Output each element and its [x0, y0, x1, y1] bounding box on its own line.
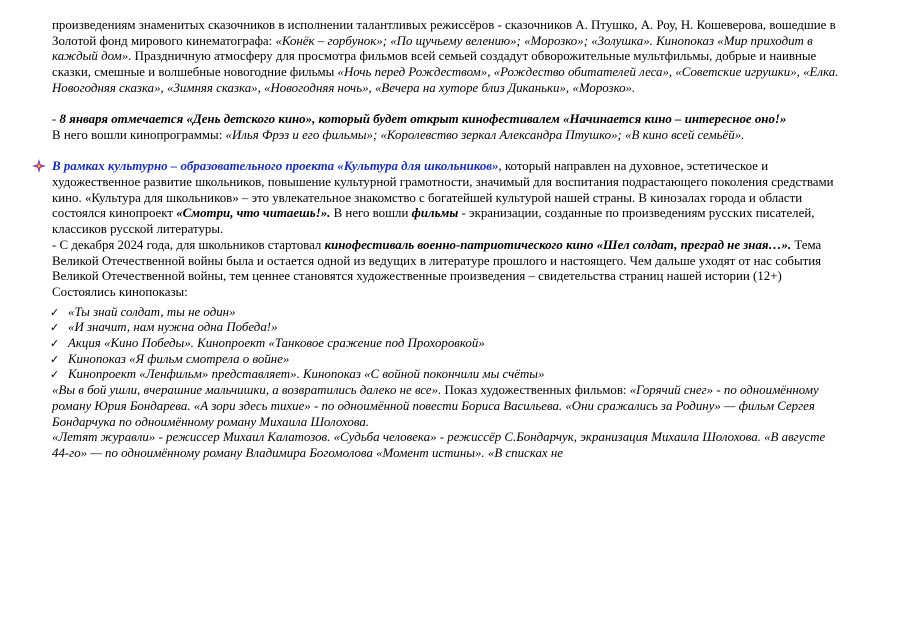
show-label: «Ты знай солдат, ты не один» — [68, 304, 236, 319]
show-label: «И значит, нам нужна одна Победа!» — [68, 320, 278, 335]
kids-day-programs-label: В него вошли кинопрограммы: — [52, 127, 226, 142]
culture-text-2: В него вошли — [330, 206, 412, 221]
intro-films-2: «Ночь перед Рождеством», «Рождество обитателей леса», «Советские игрушки», «Елка. Новогодняя сказка», «Зимняя сказка», «Новогодняя ночь», «Вечера на хуторе близ Диканьки», «Морозко». — [52, 65, 839, 95]
checkmark-icon: ✓ — [50, 337, 60, 351]
festival-text-2: Тема Великой Отечественной войны была и остается одной из ведущих в литературе прошлого и настоящего. Чем дальше уходят от нас события Великой Отечественной войны, тем ценнее становятся художественные произведения – свидетельства страниц нашей истории (12+) — [52, 237, 822, 284]
checkmark-icon: ✓ — [50, 305, 60, 319]
closing-paragraph-2 — [52, 430, 842, 461]
shows-list — [52, 305, 842, 384]
intro-text-2: Праздничную атмосферу для просмотра фильмов всей семьей создадут обворожительные мультфильмы, добрые и наивные сказки, смешные и волшебные новогодние фильмы — [52, 49, 817, 80]
list-item — [52, 352, 842, 368]
kids-day-heading — [52, 112, 842, 128]
closing-film-2: «А зори здесь тихие» - по одноимённой повести Бориса Васильева. «Они сражались за Родину» — фильм Сергея Бондарчука по одноимённому роману Михаила Шолохова. — [52, 398, 815, 429]
culture-cine-project: «Смотри, что читаешь!». — [176, 206, 331, 221]
culture-films-word: фильмы — [411, 206, 459, 221]
intro-paragraph — [52, 18, 842, 97]
festival-text-1: - С декабря 2024 года, для школьников стартовал — [52, 237, 325, 252]
spacer — [52, 144, 842, 160]
star-bullet-icon — [32, 159, 46, 173]
closing-film-3: «Летят журавли» - режиссер Михаил Калатозов. «Судьба человека» - режиссёр С.Бондарчук, экранизация Михаила Шолохова. «В августе 44-го» — по одноимённому роману Владимира Богомолова «Момент истины». «В списках не — [52, 430, 826, 460]
kids-day-dash: - — [52, 112, 60, 127]
document-page — [52, 18, 842, 462]
list-item — [52, 305, 842, 321]
intro-films-1: «Конёк – горбунок»; «По щучьему велению»; «Морозко»; «Золушка». Кинопоказ «Мир приходит в каждый дом». — [52, 33, 813, 64]
checkmark-icon: ✓ — [50, 368, 60, 382]
culture-project-title: В рамках культурно – образовательного проекта «Культура для школьников» — [52, 159, 499, 174]
list-item — [52, 336, 842, 352]
festival-paragraph — [52, 238, 842, 285]
kids-day-title: 8 января отмечается «День детского кино», который будет открыт кинофестивалем «Начинается кино – интересное оно!» — [59, 112, 787, 127]
list-item — [52, 320, 842, 336]
spacer — [52, 97, 842, 113]
closing-film-1: «Горячий снег» - по одноимённому роману Юрия Бондарева. — [52, 383, 819, 413]
show-label: Акция «Кино Победы». Кинопроект «Танковое сражение под Прохоровкой» — [68, 336, 485, 351]
list-item — [52, 367, 842, 383]
culture-section — [52, 159, 842, 300]
culture-text-3: - экранизации, созданные по произведениям русских писателей, классиков русской литературы. — [52, 206, 815, 237]
intro-text-1: произведениям знаменитых сказочников в исполнении талантливых режиссёров - сказочников А. Птушко, А. Роу, Н. Кошеверова, вошедшие в Золотой фонд мирового кинематографа: — [52, 18, 836, 48]
closing-paragraph — [52, 383, 842, 430]
culture-paragraph — [52, 159, 842, 238]
kids-day-programs — [52, 128, 842, 144]
kids-day-programs-list: «Илья Фрэз и его фильмы»; «Королевство зеркал Александра Птушко»; «В кино всей семьёй». — [225, 127, 745, 142]
show-label: Кинопроект «Ленфильм» представляет». Кинопоказ «С войной покончили мы счёты» — [68, 367, 545, 382]
show-label: Кинопоказ «Я фильм смотрела о войне» — [68, 351, 290, 366]
closing-quote: «Вы в бой ушли, вчерашние мальчишки, а возвратились далеко не все». — [52, 383, 442, 398]
checkmark-icon: ✓ — [50, 321, 60, 335]
festival-title: кинофестиваль военно-патриотического кино «Шел солдат, преград не зная…». — [324, 237, 792, 252]
closing-text-1: Показ художественных фильмов: — [441, 383, 630, 398]
checkmark-icon: ✓ — [50, 352, 60, 366]
culture-text-1: , который направлен на духовное, эстетическое и художественное развитие школьников, повышение культурной грамотности, значимый для воспитания подрастающего поколения средствами кино. «Культура для школьников» – это увлекательное знакомство с богатейшей культурой нашей страны. В кинозалах города и области состоялся кинопроект — [52, 159, 834, 221]
shows-label: Состоялись кинопоказы: — [52, 284, 188, 299]
